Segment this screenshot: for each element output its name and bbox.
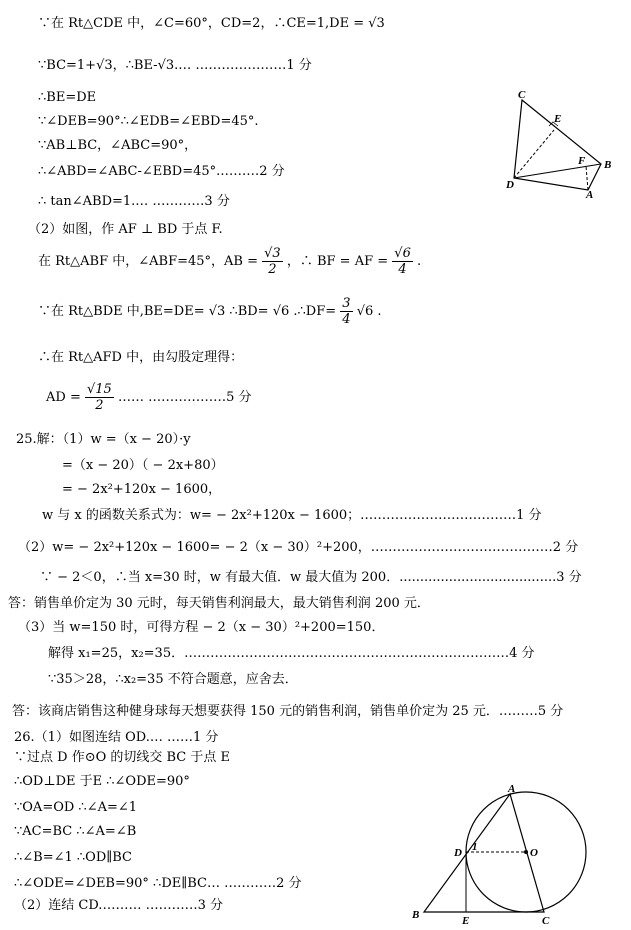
figure-label: C xyxy=(518,89,526,101)
figure-label: B xyxy=(412,909,420,921)
text-line: 答：销售单价定为 30 元时，每天销售利润最大，最大销售利润 200 元． xyxy=(8,596,430,611)
text-segment: AD = xyxy=(46,390,81,405)
figure-label: A xyxy=(508,783,516,795)
figure-label: A xyxy=(586,189,594,201)
text-line: （2）如图，作 AF ⊥ BD 于点 F. xyxy=(28,222,223,237)
text-line: w 与 x 的函数关系式为：w= − 2x²+120x − 1600；………………………………1 分 xyxy=(42,508,542,523)
text-line: 25.解：（1）w =（x − 20）·y xyxy=(16,432,191,447)
figure-label: D xyxy=(506,179,514,191)
text-line: ∵过点 D 作⊙O 的切线交 BC 于点 E xyxy=(14,750,230,765)
fraction-denominator: 4 xyxy=(398,262,407,277)
text-line: ∵ − 2＜0，∴当 x=30 时，w 有最大值．w 最大值为 200．......................................3 分 xyxy=(40,570,582,585)
text-line: ∴ tan∠ABD=1.… …………3 分 xyxy=(38,194,230,209)
text-line: ∵∠DEB=90°∴∠EDB=∠EBD=45°. xyxy=(38,114,259,129)
text-line xyxy=(38,246,421,277)
figure-label: F xyxy=(578,155,586,167)
text-line: （3）当 w=150 时，可得方程 − 2（x − 30）²+200=150． xyxy=(18,620,385,635)
fraction-numerator: √6 xyxy=(394,246,411,261)
text-segment: √6 . xyxy=(356,304,382,319)
text-line: ∴在 Rt△AFD 中，由勾股定理得： xyxy=(38,350,244,365)
geometry-figure-1 xyxy=(498,86,618,206)
figure-label: 1 xyxy=(472,841,478,853)
figure-label: O xyxy=(530,847,538,859)
fraction-denominator: 2 xyxy=(268,262,277,277)
text-line: ∵OA=OD ∴∠A=∠1 xyxy=(14,800,138,815)
text-line: =（x − 20）（ − 2x+80） xyxy=(62,458,224,473)
figure-label: E xyxy=(462,915,470,926)
figure-label: D xyxy=(454,847,462,859)
geometry-figure-2 xyxy=(408,780,608,926)
figure-label: E xyxy=(554,113,562,125)
text-line: ∵AC=BC ∴∠A=∠B xyxy=(14,824,137,839)
text-line: ∴OD⊥DE 于E ∴∠ODE=90° xyxy=(14,774,190,789)
fraction-numerator: 3 xyxy=(342,296,351,311)
text-line: 答：该商店销售这种健身球每天想要获得 150 元的销售利润，销售单价定为 25 元．………5 分 xyxy=(12,704,564,719)
text-line: ∵BC=1+√3，∴BE-√3.… …………………1 分 xyxy=(38,58,312,73)
text-line: ∵AB⊥BC，∠ABC=90°， xyxy=(38,138,198,153)
text-line: （2）w= − 2x²+120x − 1600= − 2（x − 30）²+200，……………………………………2 分 xyxy=(18,540,579,555)
figure-label: B xyxy=(604,159,612,171)
text-line: = − 2x²+120x − 1600， xyxy=(62,482,222,497)
fraction-denominator: 2 xyxy=(95,398,104,413)
text-line: 解得 x₁=25，x₂=35．…………………………………………………………………4 分 xyxy=(48,646,535,661)
text-line: ∴∠ABD=∠ABC-∠EBD=45°.………2 分 xyxy=(38,164,285,179)
text-line xyxy=(46,382,252,413)
text-segment: ∵在 Rt△BDE 中,BE=DE= √3 ∴BD= √6 .∴DF= xyxy=(38,304,337,319)
fraction xyxy=(340,296,352,327)
fraction-denominator: 4 xyxy=(342,312,351,327)
text-segment: . xyxy=(416,254,422,269)
text-line: ∵在 Rt△CDE 中，∠C=60°，CD=2，∴CE=1,DE = √3 xyxy=(38,16,385,31)
text-segment: 在 Rt△ABF 中，∠ABF=45°，AB = xyxy=(38,254,258,269)
text-segment: …… ………………5 分 xyxy=(117,390,252,405)
fraction-numerator: √3 xyxy=(264,246,281,261)
fraction xyxy=(262,246,283,277)
text-line: ∴BE=DE xyxy=(38,90,97,105)
text-line: ∵35＞28，∴x₂=35 不符合题意，应舍去． xyxy=(48,672,298,687)
text-line: ∴∠B=∠1 ∴OD∥BC xyxy=(14,850,133,865)
text-line: ∴∠ODE=∠DEB=90° ∴DE∥BC… …………2 分 xyxy=(14,876,302,891)
fraction-numerator: √15 xyxy=(86,382,112,397)
text-line xyxy=(38,296,382,327)
fraction xyxy=(85,382,114,413)
text-line: （2）连结 CD.……… …………3 分 xyxy=(14,898,223,913)
figure-label: C xyxy=(542,915,550,926)
fraction xyxy=(392,246,413,277)
text-line: 26.（1）如图连结 OD.… ……1 分 xyxy=(14,730,219,745)
text-segment: ，∴ BF = AF = xyxy=(286,254,389,269)
